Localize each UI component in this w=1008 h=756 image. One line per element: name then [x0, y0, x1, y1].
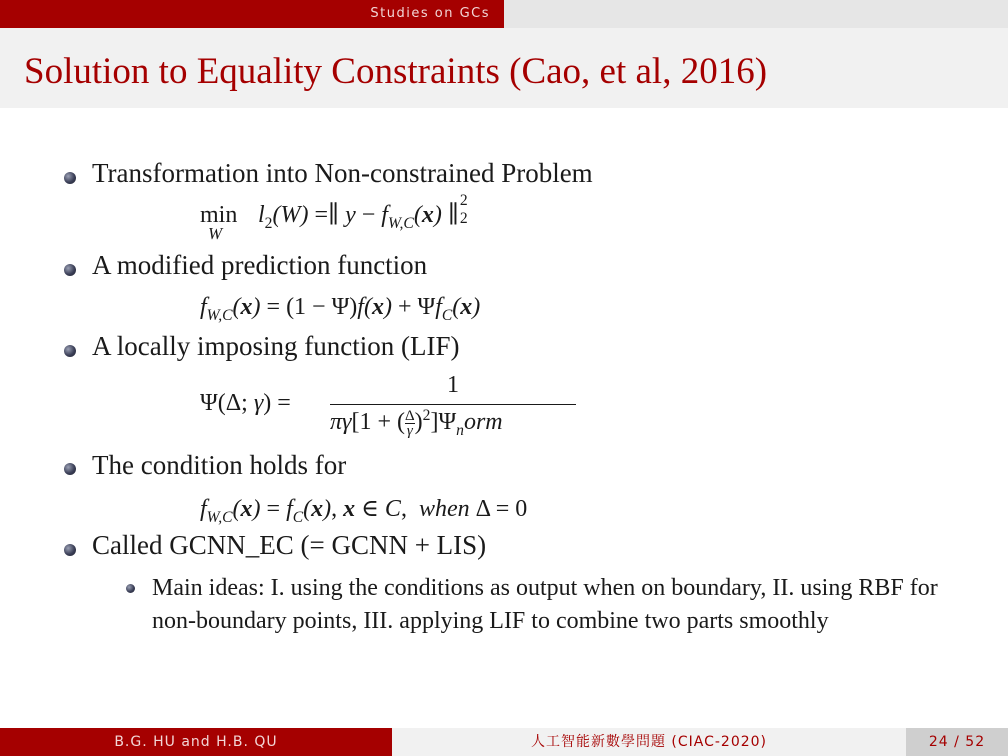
- bullet-icon: [64, 544, 76, 556]
- bullet-icon: [64, 463, 76, 475]
- bullet-icon: [64, 172, 76, 184]
- bullet-text: A modified prediction function: [92, 250, 428, 280]
- slide-content: [0, 108, 1008, 728]
- bullet-text: A locally imposing function (LIF): [92, 331, 460, 361]
- bullet-icon: [64, 264, 76, 276]
- footer-page-number: 24 / 52: [906, 728, 1008, 756]
- equation-min-loss: min W $l_2(W)$ =∥ $y - f_{W,C}(x)$ ∥ 2 2: [200, 192, 468, 243]
- bullet-icon: [64, 345, 76, 357]
- footer-authors: B.G. HU and H.B. QU: [0, 728, 392, 756]
- top-bar: [0, 0, 1008, 28]
- footer-event: 人工智能新數學問題 (CIAC-2020): [392, 728, 906, 756]
- bullet-text: Transformation into Non-constrained Problem: [92, 158, 593, 188]
- equation-condition: $f_{W,C}(x) = f_C(x)$, x ∈ C, when Δ = 0: [200, 496, 528, 526]
- equation-lif: Ψ(Δ; γ) =: [200, 390, 291, 416]
- sub-bullet-icon: [126, 584, 135, 593]
- slide-title: Solution to Equality Constraints (Cao, et al, 2016): [24, 51, 768, 92]
- equation-prediction: $f_{W,C}(x) = (1 - \Psi)f(x) + \Psi f_C(x)$: [200, 294, 481, 324]
- sub-bullet-text: Main ideas: I. using the conditions as output when on boundary, II. using RBF for non-boundary points, III. applying LIF to combine two parts smoothly: [152, 575, 938, 634]
- bullet-text: Called GCNN_EC (= GCNN + LIS): [92, 530, 487, 560]
- lif-fraction: 1 πγ[1 + ( $\frac{\Delta}{\gamma}$ )$^2]\Psi_norm$: [330, 372, 576, 440]
- section-title[interactable]: Studies on GCs: [0, 0, 504, 28]
- footer: [0, 728, 1008, 756]
- title-bar: [0, 28, 1008, 108]
- bullet-text: The condition holds for: [92, 450, 347, 480]
